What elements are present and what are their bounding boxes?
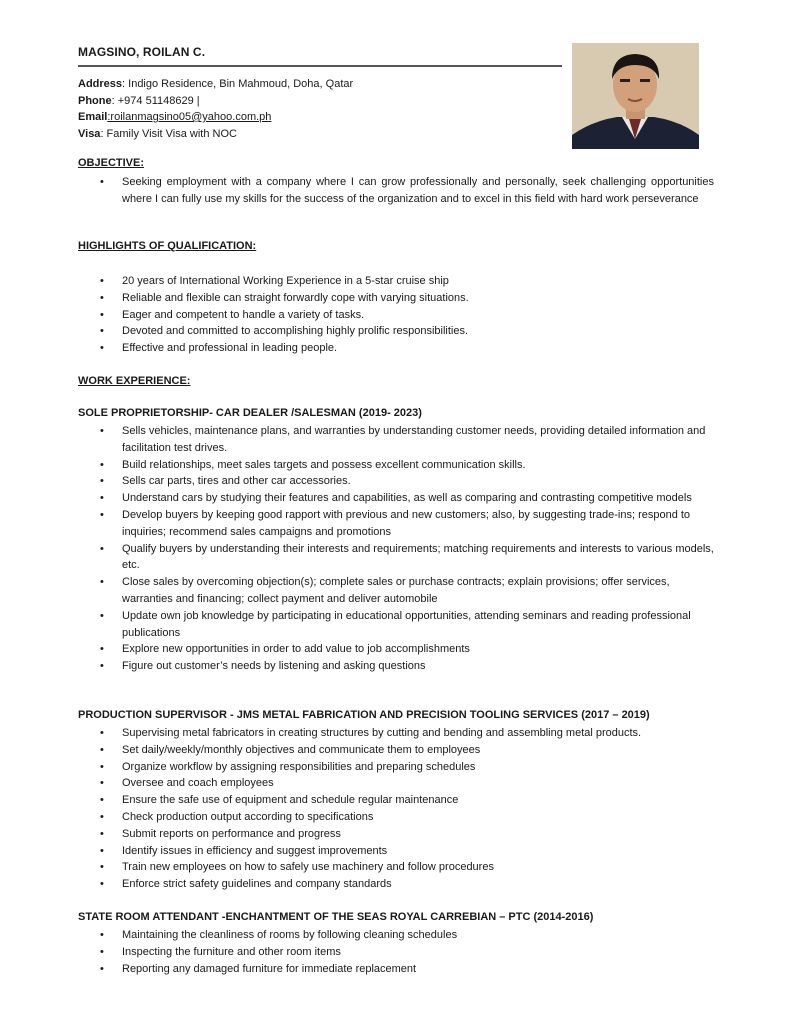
job-title: PRODUCTION SUPERVISOR - JMS METAL FABRICATION AND PRECISION TOOLING SERVICES (2017 – 2019): [78, 709, 650, 721]
objective-list: [0, 174, 714, 208]
list-item: • Inspecting the furniture and other room items: [0, 944, 714, 961]
list-item: • Close sales by overcoming objection(s); complete sales or purchase contracts; explain provisions; offer services, warranties and financing; collect payment and deliver automobile: [0, 574, 714, 608]
phone-value: : +974 51148629 |: [111, 94, 200, 107]
job-title: SOLE PROPRIETORSHIP- CAR DEALER /SALESMAN (2019- 2023): [78, 407, 422, 419]
list-item: • Qualify buyers by understanding their interests and requirements; matching requirements and interests to various models, etc.: [0, 541, 714, 575]
phone-label: Phone: [78, 94, 112, 107]
visa-value: : Family Visit Visa with NOC: [100, 127, 237, 140]
list-item: • 20 years of International Working Experience in a 5-star cruise ship: [0, 273, 714, 290]
address-label: Address: [78, 78, 123, 90]
job-duties-list: [0, 423, 714, 675]
work-heading: WORK EXPERIENCE:: [78, 375, 191, 387]
list-item: • Ensure the safe use of equipment and schedule regular maintenance: [0, 792, 714, 809]
email-link[interactable]: :roilanmagsino05@yahoo.com.ph: [107, 111, 272, 123]
highlights-heading: HIGHLIGHTS OF QUALIFICATION:: [78, 240, 257, 252]
list-item: • Identify issues in efficiency and suggest improvements: [0, 843, 714, 860]
list-item: • Figure out customer’s needs by listening and asking questions: [0, 658, 714, 675]
list-item: • Seeking employment with a company where I can grow professionally and personally, seek challenging opportunities where I can fully use my skills for the success of the organization and to excel in this field with hard work perseverance: [0, 174, 714, 208]
job-duties-list: [0, 725, 714, 893]
list-item: • Understand cars by studying their features and capabilities, as well as comparing and contrasting competitive models: [0, 490, 714, 507]
list-item: • Sells car parts, tires and other car accessories.: [0, 473, 714, 490]
visa-row: [78, 126, 353, 143]
list-item: • Develop buyers by keeping good rapport with previous and new customers; also, by suggesting trade-ins; respond to inquiries; recommend sales campaigns and promotions: [0, 507, 714, 541]
list-item: • Check production output according to specifications: [0, 809, 714, 826]
list-item: • Maintaining the cleanliness of rooms by following cleaning schedules: [0, 927, 714, 944]
header-divider: [78, 65, 562, 67]
address-row: [78, 76, 353, 93]
applicant-name: MAGSINO, ROILAN C.: [78, 45, 206, 59]
list-item: • Submit reports on performance and progress: [0, 826, 714, 843]
list-item: • Oversee and coach employees: [0, 775, 714, 792]
applicant-photo: [572, 43, 699, 149]
list-item: • Organize workflow by assigning responsibilities and preparing schedules: [0, 759, 714, 776]
address-value: : Indigo Residence, Bin Mahmoud, Doha, Qatar: [122, 78, 354, 90]
list-item: • Train new employees on how to safely use machinery and follow procedures: [0, 859, 714, 876]
contact-block: [78, 76, 353, 142]
job-duties-list: [0, 927, 714, 977]
list-item: • Reporting any damaged furniture for immediate replacement: [0, 961, 714, 978]
list-item: • Explore new opportunities in order to add value to job accomplishments: [0, 641, 714, 658]
list-item: • Eager and competent to handle a variety of tasks.: [0, 307, 714, 324]
list-item: • Set daily/weekly/monthly objectives and communicate them to employees: [0, 742, 714, 759]
email-label: Email: [78, 111, 108, 123]
visa-label: Visa: [78, 127, 101, 140]
list-item: • Effective and professional in leading people.: [0, 340, 714, 357]
highlights-list: [0, 273, 714, 357]
list-item: • Enforce strict safety guidelines and company standards: [0, 876, 714, 893]
job-title: STATE ROOM ATTENDANT -ENCHANTMENT OF THE SEAS ROYAL CARREBIAN – PTC (2014-2016): [78, 911, 594, 923]
list-item: • Build relationships, meet sales targets and possess excellent communication skills.: [0, 457, 714, 474]
list-item: • Supervising metal fabricators in creating structures by cutting and bending and assembling metal products.: [0, 725, 714, 742]
list-item: • Update own job knowledge by participating in educational opportunities, attending seminars and reading professional publications: [0, 608, 714, 642]
list-item: • Devoted and committed to accomplishing highly prolific responsibilities.: [0, 323, 714, 340]
email-row: [78, 109, 353, 126]
list-item: • Sells vehicles, maintenance plans, and warranties by understanding customer needs, providing detailed information and facilitation test drives.: [0, 423, 714, 457]
phone-row: [78, 93, 353, 110]
list-item: • Reliable and flexible can straight forwardly cope with varying situations.: [0, 290, 714, 307]
objective-heading: OBJECTIVE:: [78, 157, 145, 169]
